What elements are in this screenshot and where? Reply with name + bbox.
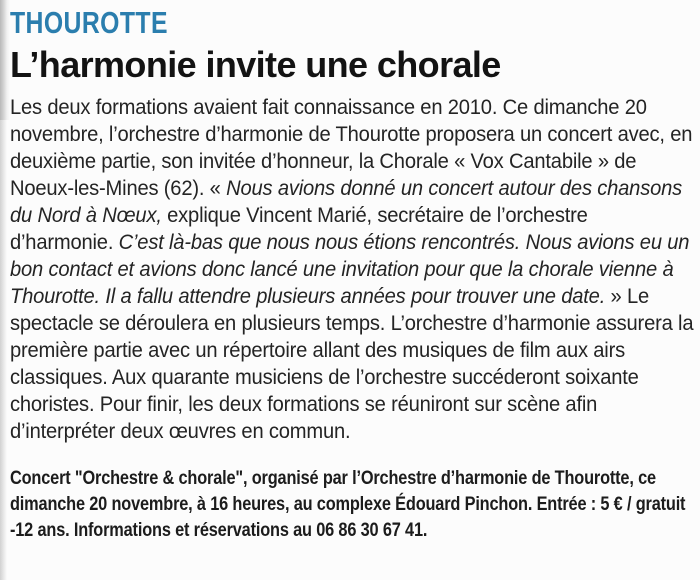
- section-kicker: THOUROTTE: [10, 5, 168, 40]
- body-segment: » Le spectacle se déroulera en plusieurs temps. L’orchestre d’harmonie assurera la première partie avec un répertoire allant des musiques de film aux airs classiques. Aux quarante musiciens de l’orchestre succéderont soixante choristes. Pour finir, les deux formations se réuniront sur scène afin d’interpréter deux œuvres en commun.: [10, 285, 694, 443]
- body-segment: C’est là-bas que nous nous étions rencontrés. Nous avions eu un bon contact et avions donc lancé une invitation pour que la chorale vienne à Thourotte. Il a fallu attendre plusieurs années pour trouver une date.: [10, 231, 690, 308]
- article-footer: Concert "Orchestre & chorale", organisé par l’Orchestre d’harmonie de Thourotte, ce dimanche 20 novembre, à 16 heures, au complexe Édouard Pinchon. Entrée : 5 € / gratuit -12 ans. Informations et réservations au 06 86 30 67 41.: [10, 468, 686, 541]
- body-segment: explique Vincent Marié, secrétaire de l’orchestre d’harmonie.: [10, 204, 588, 254]
- article-headline: L’harmonie invite une chorale: [10, 44, 501, 85]
- body-segment: Nous avions donné un concert autour des chansons du Nord à Nœux,: [10, 177, 683, 227]
- body-segment: Les deux formations avaient fait connaissance en 2010. Ce dimanche 20 novembre, l’orchestre d’harmonie de Thourotte proposera un concert avec, en deuxième partie, son invitée d’honneur, la Chorale « Vox Cantabile » de Noeux-les-Mines (62). «: [10, 96, 693, 200]
- article-body: [10, 94, 695, 445]
- kicker-row: [10, 6, 694, 39]
